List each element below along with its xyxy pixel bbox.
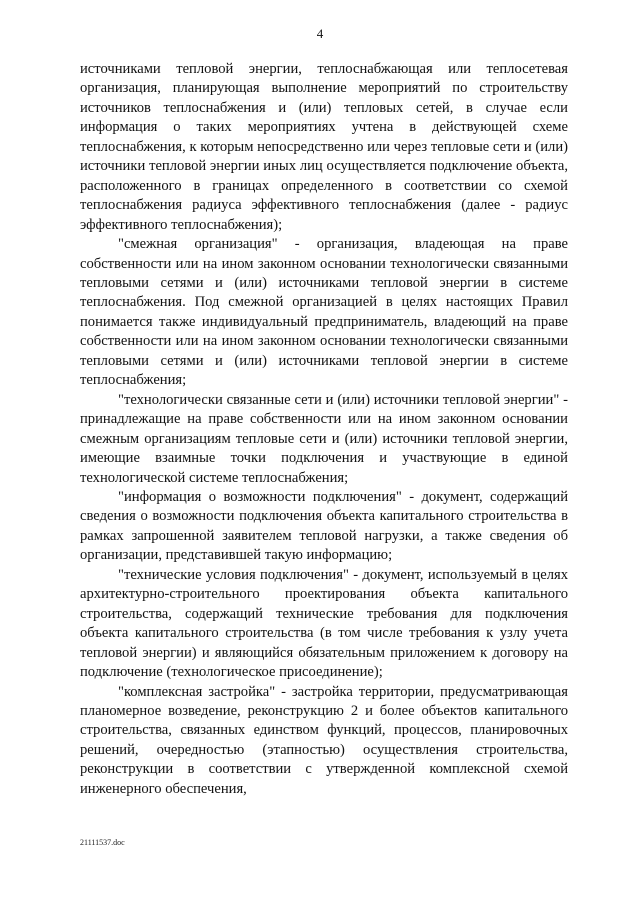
- document-body: [80, 60, 568, 799]
- page-number: 4: [316, 26, 324, 41]
- paragraph-complex-development: "комплексная застройка" - застройка территории, предусматривающая планомерное возведение, реконструкцию 2 и более объектов капитального строительства, связанных единством функций, процессов, планировочных решений, очередностью (этапностью) осуществления строительства, реконструкции в соответствии с утвержденной комплексной схемой инженерного обеспечения,: [80, 683, 568, 797]
- paragraph-adjacent-organization: "смежная организация" - организация, владеющая на праве собственности или на ином законном основании технологически связанными тепловыми сетями и (или) источниками тепловой энергии в системе теплоснабжения. Под смежной организацией в целях настоящих Правил понимается также индивидуальный предприниматель, владеющий на праве собственности или на ином законном основании технологически связанными тепловыми сетями и (или) источниками тепловой энергии в системе теплоснабжения;: [80, 236, 568, 389]
- footer-filename: 21111537.doc: [80, 838, 125, 847]
- paragraph-connection-possibility-info: "информация о возможности подключения" - документ, содержащий сведения о возможности подключения объекта капитального строительства в рамках запрошенной заявителем тепловой нагрузки, а также сведения об организации, представившей такую информацию;: [80, 488, 568, 564]
- paragraph-technical-conditions: "технические условия подключения" - документ, используемый в целях архитектурно-строительного проектирования объекта капитального строительства, содержащий технические требования для подключения объекта капитального строительства (в том числе требования к узлу учета тепловой энергии) и являющийся обязательным приложением к договору на подключение (технологическое присоединение);: [80, 566, 568, 681]
- paragraph-continuation: источниками тепловой энергии, теплоснабжающая или теплосетевая организация, планирующая выполнение мероприятий по строительству источников теплоснабжения и (или) тепловых сетей, в случае если информация о таких мероприятиях учтена в действующей схеме теплоснабжения, к которым непосредственно или через тепловые сети и (или) источники тепловой энергии иных лиц осуществляется подключение объекта, расположенного в границах определенного в соответствии со схемой теплоснабжения радиуса эффективного теплоснабжения (далее - радиус эффективного теплоснабжения);: [80, 61, 568, 233]
- paragraph-technologically-connected-networks: "технологически связанные сети и (или) источники тепловой энергии" - принадлежащие на праве собственности или на ином законном основании смежным организациям тепловые сети и (или) источники тепловой энергии, имеющие взаимные точки подключения и участвующие в единой технологической системе теплоснабжения;: [80, 391, 568, 486]
